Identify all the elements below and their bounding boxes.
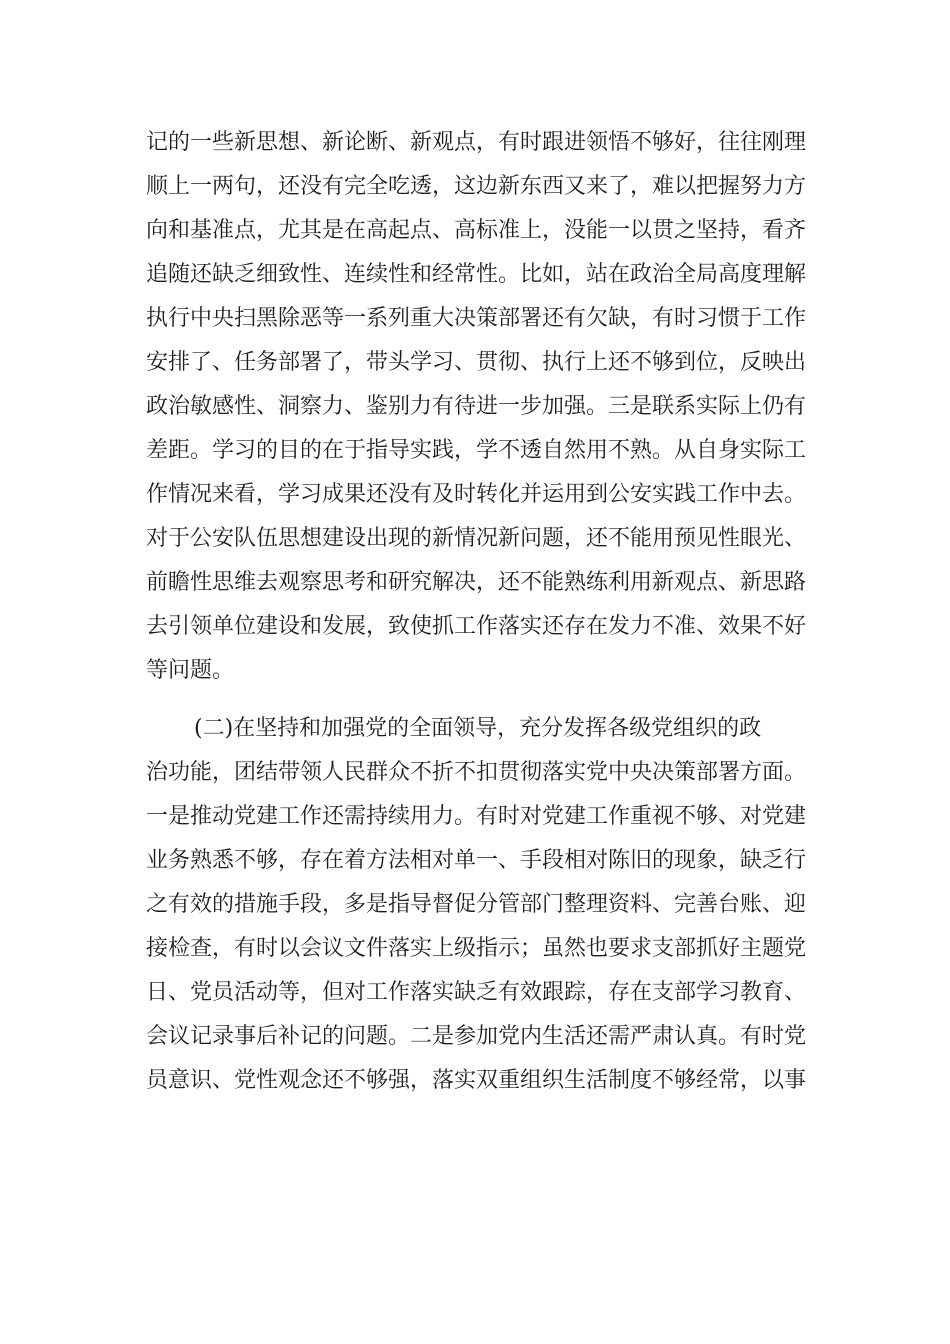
section-heading-line: (二)在坚持和加强党的全面领导，充分发挥各级党组织的政 xyxy=(194,716,762,741)
text-line: 追随还缺乏细致性、连续性和经常性。比如，站在政治全局高度理解 xyxy=(146,262,807,287)
text-line: 安排了、任务部署了，带头学习、贯彻、执行上还不够到位，反映出 xyxy=(146,350,807,375)
text-line: 接检查，有时以会议文件落实上级指示；虽然也要求支部抓好主题党 xyxy=(146,936,807,961)
text-line: 政治敏感性、洞察力、鉴别力有待进一步加强。三是联系实际上仍有 xyxy=(146,394,807,419)
text-line: 日、党员活动等，但对工作落实缺乏有效跟踪，存在支部学习教育、 xyxy=(146,980,807,1005)
text-line: 一是推动党建工作还需持续用力。有时对党建工作重视不够、对党建 xyxy=(146,804,807,829)
text-line: 等问题。 xyxy=(146,658,235,683)
text-line: 顺上一两句，还没有完全吃透，这边新东西又来了，难以把握努力方 xyxy=(146,174,807,199)
text-line: 会议记录事后补记的问题。二是参加党内生活还需严肃认真。有时党 xyxy=(146,1024,807,1049)
text-line: 员意识、党性观念还不够强，落实双重组织生活制度不够经常，以事 xyxy=(146,1068,807,1093)
text-line: 业务熟悉不够，存在着方法相对单一、手段相对陈旧的现象，缺乏行 xyxy=(146,848,807,873)
text-line: 治功能，团结带领人民群众不折不扣贯彻落实党中央决策部署方面。 xyxy=(146,760,807,785)
text-line: 差距。学习的目的在于指导实践，学不透自然用不熟。从自身实际工 xyxy=(146,438,807,463)
text-line: 之有效的措施手段，多是指导督促分管部门整理资料、完善台账、迎 xyxy=(146,892,807,917)
text-line: 前瞻性思维去观察思考和研究解决，还不能熟练利用新观点、新思路 xyxy=(146,570,807,595)
text-line: 去引领单位建设和发展，致使抓工作落实还存在发力不准、效果不好 xyxy=(146,614,807,639)
text-line: 作情况来看，学习成果还没有及时转化并运用到公安实践工作中去。 xyxy=(146,482,807,507)
text-line: 执行中央扫黑除恶等一系列重大决策部署还有欠缺，有时习惯于工作 xyxy=(146,306,807,331)
text-line: 对于公安队伍思想建设出现的新情况新问题，还不能用预见性眼光、 xyxy=(146,526,807,551)
text-line: 向和基准点，尤其是在高起点、高标准上，没能一以贯之坚持，看齐 xyxy=(146,218,807,243)
text-line: 记的一些新思想、新论断、新观点，有时跟进领悟不够好，往往刚理 xyxy=(146,130,807,155)
